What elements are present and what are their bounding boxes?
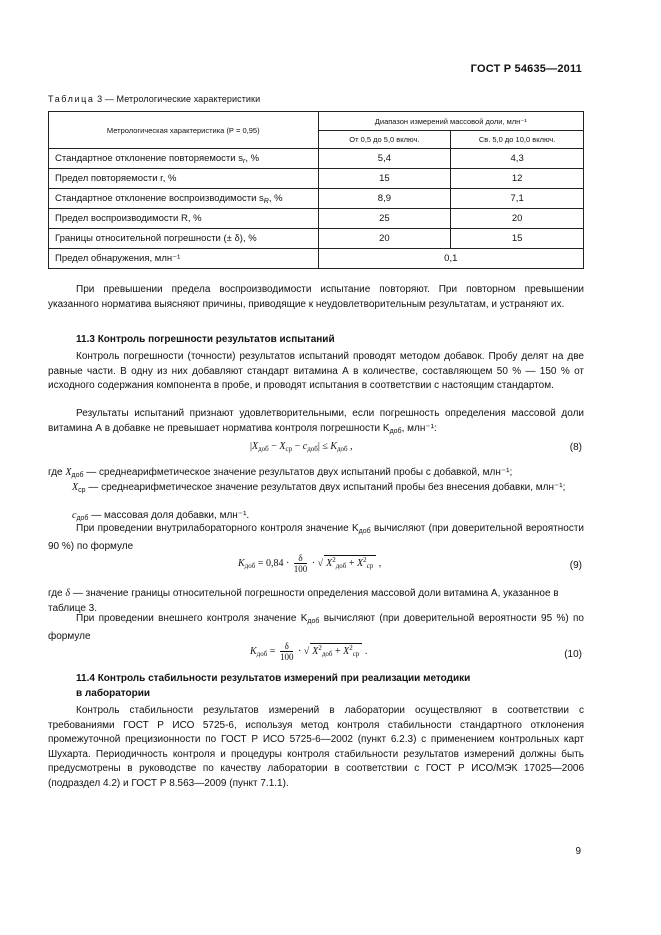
page-number: 9 [575,846,581,857]
cell-value: 20 [318,229,451,249]
row-label: Предел воспроизводимости R, % [49,209,319,229]
cell-value: 7,1 [451,189,584,209]
paragraph-additions-method: Контроль погрешности (точности) результатов испытаний проводят методом добавок. Пробу делят на две равные части. В одну из них добавляют стандарт витамина А в количестве, составляющем 50 % — 150 % от исходного содержания компонента в пробе, и проводят испытания в соответствии с настоящим стандартом. [48,351,584,392]
table-row [49,229,584,249]
row-label: Стандартное отклонение воспроизводимости $s_R$, % [49,189,319,209]
legend-x-dob: где $X_{доб}$ — среднеарифметическое значение результатов двух испытаний пробы с добавкой, млн⁻¹; [48,467,513,479]
row-label: Предел обнаружения, млн⁻¹ [49,249,319,269]
cell-value: 4,3 [451,149,584,169]
paragraph-stability-control: Контроль стабильности результатов измерений в лаборатории осуществляют в соответствии с требованиями ГОСТ Р ИСО 5725-6, используя метод контроля стабильности стандартного отклонения промежуточной прецизионности по ГОСТ Р ИСО 5725-6—2002 (пункт 6.2.3) с применением контрольных карт Шухарта. Периодичность контроля и процедуры контроля стабильности результатов измерений должны быть предусмотрены в руководстве по качеству лаборатории в соответствии с ГОСТ Р ИСО/МЭК 17025—2006 (подраздел 4.2) и ГОСТ Р 8.563—2009 (пункт 7.1.1). [48,705,584,789]
cell-value: 15 [318,169,451,189]
legend-c-dob: $c_{доб}$ — массовая доля добавки, млн⁻¹. [72,510,250,522]
formula-9: $K_{доб} = 0,84$ · $\frac{\delta}{100}$ · √ $X^2_{доб} + X^2_{ср}$ , [238,553,382,574]
standard-header: ГОСТ Р 54635—2011 [470,63,582,75]
equation-number-9: (9) [569,560,582,571]
cell-value: 15 [451,229,584,249]
col1-header: Метрологическая характеристика (Р = 0,95) [49,112,319,149]
cell-value: 25 [318,209,451,229]
cell-value: 5,4 [318,149,451,169]
section-heading-11-3: 11.3 Контроль погрешности результатов испытаний [76,334,335,345]
cell-value-merged: 0,1 [318,249,583,269]
table-row [49,189,584,209]
paragraph-criteria: Результаты испытаний признают удовлетворительными, если погрешность определения массовой доли витамина А в добавке не превышает норматива контроля погрешности $K_{доб}$, млн⁻¹: [48,408,584,435]
legend-delta: где δ — значение границы относительной погрешности определения массовой доли витамина А, указанное в таблице 3. [48,588,559,614]
cell-value: 12 [451,169,584,189]
formula-8: $|X_{доб} - X_{ср} - c_{доб}| \le K_{доб}$ , [250,441,353,453]
formula-10: $K_{доб}$ = $\frac{\delta}{100}$ · √ $X^2_{доб} + X^2_{ср}$ . [250,641,368,662]
row-label: Границы относительной погрешности (± δ), % [49,229,319,249]
metrological-table [48,111,584,269]
row-label: Стандартное отклонение повторяемости $s_r$, % [49,149,319,169]
paragraph-external-control: При проведении внешнего контроля значение $K_{доб}$ вычисляют (при доверительной вероятности 95 %) по формуле [48,613,584,642]
table-row [49,169,584,189]
range-header: Диапазон измерений массовой доли, млн⁻¹ [318,112,583,131]
table-row [49,209,584,229]
section-heading-11-4: 11.4 Контроль стабильности результатов измерений при реализации методики в лаборатории [76,673,471,699]
legend-x-cp: $X_{ср}$ — среднеарифметическое значение результатов двух испытаний пробы без внесения добавки, млн⁻¹; [72,482,566,494]
caption-word: Таблица [48,94,95,104]
equation-number-10: (10) [564,649,582,660]
subheader-2: Св. 5,0 до 10,0 включ. [451,131,584,149]
table-caption [48,94,260,104]
row-label: Предел повторяемости r, % [49,169,319,189]
subheader-1: От 0,5 до 5,0 включ. [318,131,451,149]
equation-number-8: (8) [569,442,582,453]
paragraph-internal-control: При проведении внутрилабораторного контроля значение $K_{доб}$ вычисляют (при доверительной вероятности 90 %) по формуле [48,523,585,552]
table-row [49,149,584,169]
table-row [49,249,584,269]
cell-value: 20 [451,209,584,229]
paragraph-repeat: При превышении предела воспроизводимости испытание повторяют. При повторном превышении указанного норматива выясняют причины, приводящие к неудовлетворительным результатам, и устраняют их. [48,284,584,310]
caption-rest: 3 — Метрологические характеристики [97,94,261,104]
cell-value: 8,9 [318,189,451,209]
